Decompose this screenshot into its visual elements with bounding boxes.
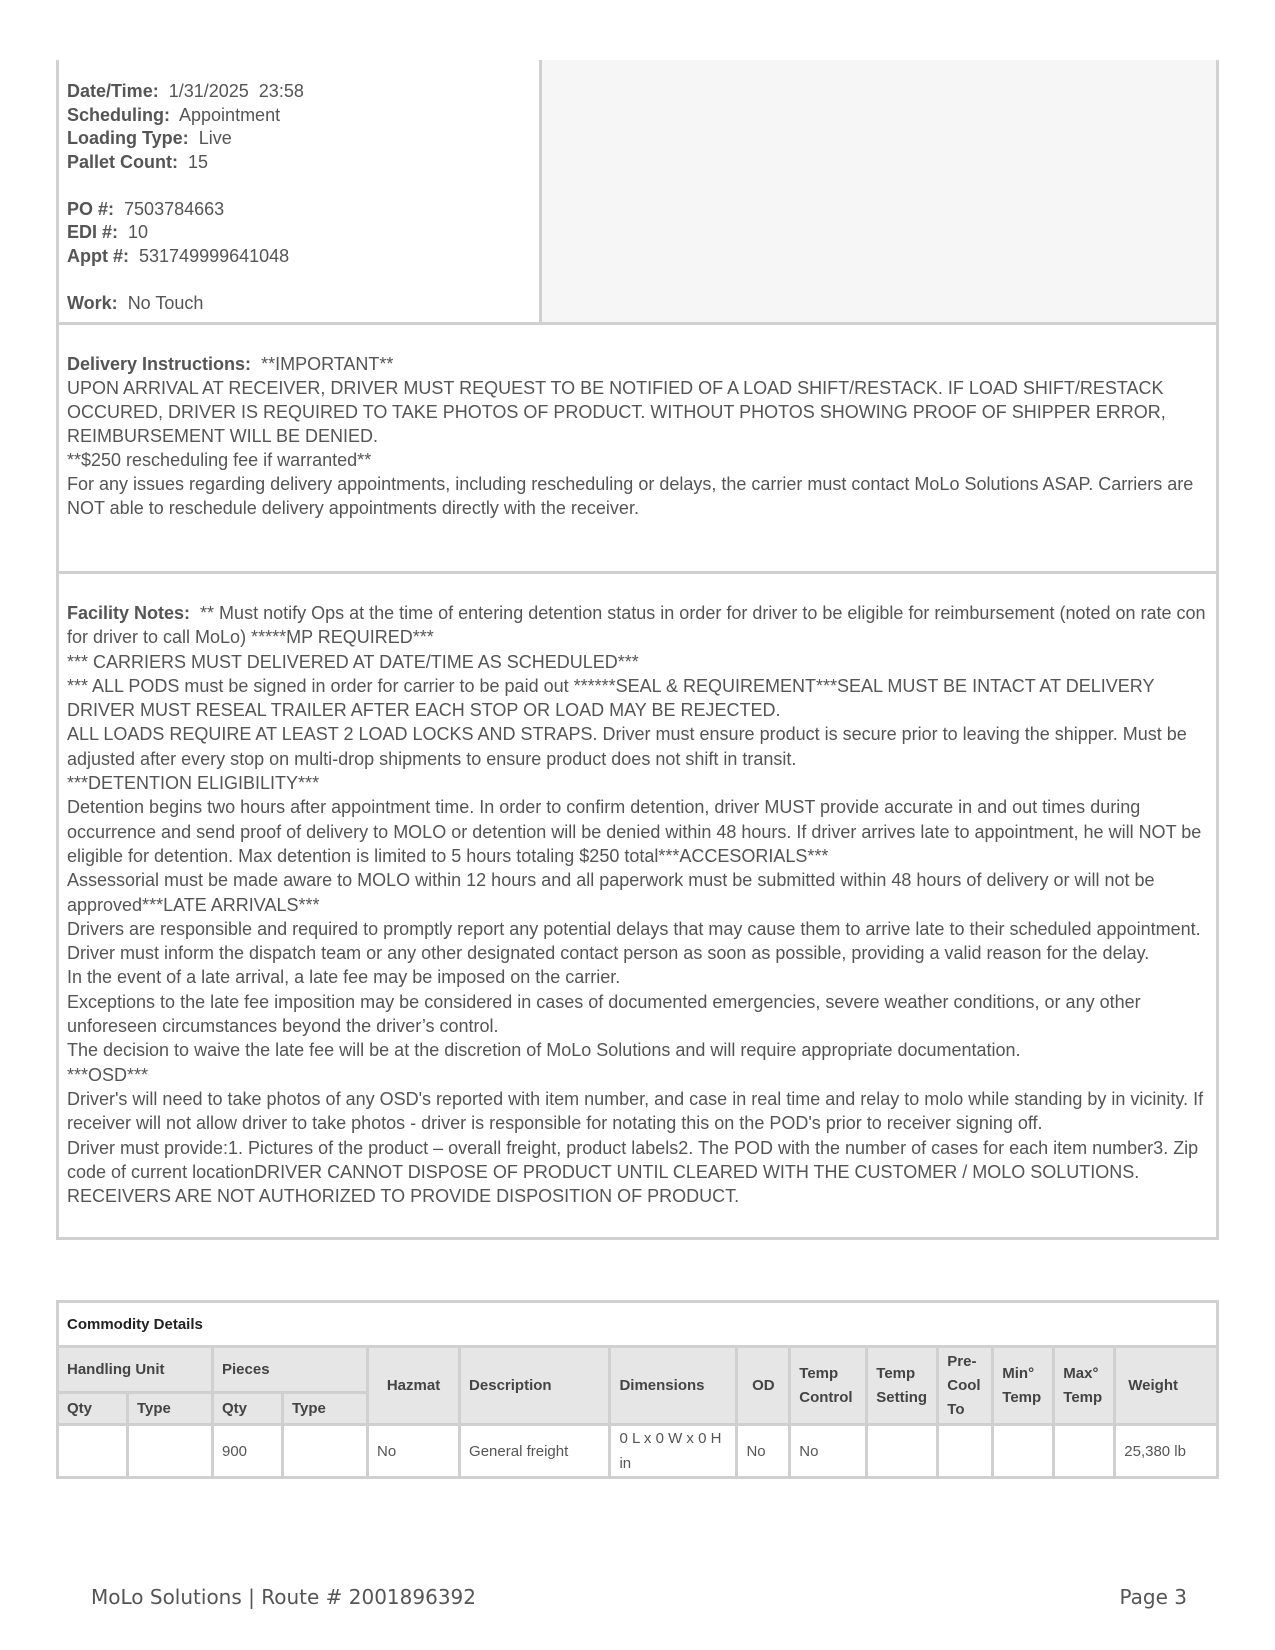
header-weight: Weight <box>1115 1347 1218 1425</box>
facility-line: Driver's will need to take photos of any OSD's reported with item number, and case in real time and relay to molo while standing by in vicinity. If receiver will not allow driver to take photos - driver is responsible for notating this on the POD's prior to receiver signing off. <box>67 1088 1209 1134</box>
cell-pieces-qty: 900 <box>213 1425 283 1478</box>
facility-line: *** ALL PODS must be signed in order for carrier to be paid out ******SEAL & REQUIREMENT***SEAL MUST BE INTACT AT DELIVERY DRIVER MUST RESEAL TRAILER AFTER EACH STOP OR LOAD MAY BE REJECTED. <box>67 675 1160 721</box>
footer-route: MoLo Solutions | Route # 2001896392 <box>91 1585 476 1609</box>
cell-description: General freight <box>460 1425 610 1478</box>
facility-notes-panel <box>56 571 1219 1240</box>
header-dimensions: Dimensions <box>610 1347 737 1425</box>
cell-od: No <box>737 1425 790 1478</box>
header-description: Description <box>460 1347 610 1425</box>
facility-line: In the event of a late arrival, a late fee may be imposed on the carrier. <box>67 967 621 988</box>
header-temp-control: Temp Control <box>790 1347 867 1425</box>
appt-row <box>67 245 534 269</box>
scheduling-row <box>67 104 534 128</box>
po-row <box>67 198 534 222</box>
facility-line: ALL LOADS REQUIRE AT LEAST 2 LOAD LOCKS AND STRAPS. Driver must ensure product is secure prior to leaving the shipper. Must be adjusted after every stop on multi-drop shipments to ensure product does not shift in transit. <box>67 724 1192 769</box>
datetime-row <box>67 80 534 104</box>
header-handling-unit: Handling Unit <box>58 1347 213 1393</box>
facility-line: Detention begins two hours after appointment time. In order to confirm detention, driver MUST provide accurate in and out times during occurrence and send proof of delivery to MOLO or detention will be denied within 48 hours. If driver arrives late to appointment, he will NOT be eligible for detention. Max detention is limited to 5 hours totaling $250 total***ACCESORIALS*** <box>67 797 1207 866</box>
facility-line: Driver must provide:1. Pictures of the product – overall freight, product labels2. The POD with the number of cases for each item number3. Zip code of current locationDRIVER CANNOT DISPOSE OF PRODUCT UNTIL CLEARED WITH THE CUSTOMER / MOLO SOLUTIONS. RECEIVERS ARE NOT AUTHORIZED TO PROVIDE DISPOSITION OF PRODUCT. <box>67 1137 1204 1207</box>
cell-weight: 25,380 lb <box>1115 1425 1218 1478</box>
header-pre-cool: Pre-Cool To <box>938 1347 993 1425</box>
delivery-label: Delivery Instructions: <box>67 354 252 374</box>
header-hazmat: Hazmat <box>368 1347 460 1425</box>
scheduling-label: Scheduling: <box>67 104 170 125</box>
cell-hu-type <box>128 1425 213 1478</box>
facility-line: ***OSD*** <box>67 1064 149 1085</box>
cell-min-temp <box>993 1425 1054 1478</box>
appt-value: 531749999641048 <box>139 245 290 266</box>
work-row <box>67 292 534 316</box>
header-od: OD <box>737 1347 790 1425</box>
facility-line: *** CARRIERS MUST DELIVERED AT DATE/TIME AS SCHEDULED*** <box>67 651 639 672</box>
po-label: PO #: <box>67 198 115 219</box>
delivery-instructions-panel <box>56 322 1219 574</box>
loading-value: Live <box>198 128 232 148</box>
header-min-temp: Min° Temp <box>993 1347 1054 1425</box>
facility-line: Exceptions to the late fee imposition may be considered in cases of documented emergencies, severe weather conditions, or any other unforeseen circumstances beyond the driver’s control. <box>67 991 1146 1037</box>
header-pieces-type: Type <box>283 1393 368 1425</box>
commodity-title: Commodity Details <box>67 1315 203 1333</box>
po-value: 7503784663 <box>124 198 225 219</box>
appt-label: Appt #: <box>67 245 129 266</box>
facility-first-line <box>67 601 1211 650</box>
footer-page-number: Page 3 <box>1119 1585 1187 1609</box>
header-hu-type: Type <box>128 1393 213 1425</box>
facility-line: Assessorial must be made aware to MOLO within 12 hours and all paperwork must be submitted within 48 hours of delivery or will not be approved***LATE ARRIVALS*** <box>67 870 1160 915</box>
header-max-temp: Max° Temp <box>1054 1347 1115 1425</box>
pallet-value: 15 <box>188 151 209 172</box>
delivery-first: **IMPORTANT** <box>261 354 394 374</box>
header-pieces: Pieces <box>213 1347 368 1393</box>
edi-value: 10 <box>128 222 149 242</box>
spacer <box>67 174 534 198</box>
spacer <box>67 268 534 292</box>
facility-line: The decision to waive the late fee will be at the discretion of MoLo Solutions and will require appropriate documentation. <box>67 1040 1021 1061</box>
cell-temp-setting <box>867 1425 938 1478</box>
scheduling-value: Appointment <box>179 104 281 125</box>
edi-label: EDI #: <box>67 222 119 242</box>
work-label: Work: <box>67 292 118 313</box>
header-hu-qty: Qty <box>58 1393 128 1425</box>
delivery-first-line <box>67 352 1208 376</box>
pallet-label: Pallet Count: <box>67 151 178 172</box>
facility-label: Facility Notes: <box>67 603 191 623</box>
cell-pieces-type <box>283 1425 368 1478</box>
cell-dimensions: 0 L x 0 W x 0 H in <box>610 1425 737 1478</box>
delivery-line: For any issues regarding delivery appointments, including rescheduling or delays, the carrier must contact MoLo Solutions ASAP. Carriers are NOT able to reschedule delivery appointments directly with the receiver. <box>67 474 1199 518</box>
datetime-value: 1/31/2025 23:58 <box>168 81 304 101</box>
cell-hazmat: No <box>368 1425 460 1478</box>
delivery-line: UPON ARRIVAL AT RECEIVER, DRIVER MUST REQUEST TO BE NOTIFIED OF A LOAD SHIFT/RESTACK. IF LOAD SHIFT/RESTACK OCCURED, DRIVER IS REQUIRED TO TAKE PHOTOS OF PRODUCT. WITHOUT PHOTOS SHOWING PROOF OF SHIPPER ERROR, REIMBURSEMENT WILL BE DENIED. <box>67 378 1171 446</box>
header-temp-setting: Temp Setting <box>867 1347 938 1425</box>
cell-hu-qty <box>58 1425 128 1478</box>
loading-row <box>67 127 534 151</box>
blank-panel <box>539 60 1219 325</box>
delivery-line: **$250 rescheduling fee if warranted** <box>67 450 372 470</box>
facility-first: ** Must notify Ops at the time of entering detention status in order for driver to be eligible for reimbursement (noted on rate con for driver to call MoLo) *****MP REQUIRED*** <box>67 603 1211 648</box>
facility-line: ***DETENTION ELIGIBILITY*** <box>67 773 320 794</box>
header-pieces-qty: Qty <box>213 1393 283 1425</box>
work-value: No Touch <box>127 292 204 313</box>
cell-temp-control: No <box>790 1425 867 1478</box>
table-row <box>58 1425 1218 1478</box>
datetime-label: Date/Time: <box>67 81 159 101</box>
cell-max-temp <box>1054 1425 1115 1478</box>
shipment-info-panel <box>56 60 542 325</box>
cell-pre-cool <box>938 1425 993 1478</box>
pallet-row <box>67 151 534 175</box>
commodity-table <box>56 1300 1219 1479</box>
edi-row <box>67 221 534 245</box>
facility-line: Drivers are responsible and required to promptly report any potential delays that may cause them to arrive late to their scheduled appointment. Driver must inform the dispatch team or any other designated contact person as soon as possible, providing a valid reason for the delay. <box>67 918 1206 964</box>
loading-label: Loading Type: <box>67 128 189 148</box>
commodity-title-cell <box>58 1302 1218 1347</box>
